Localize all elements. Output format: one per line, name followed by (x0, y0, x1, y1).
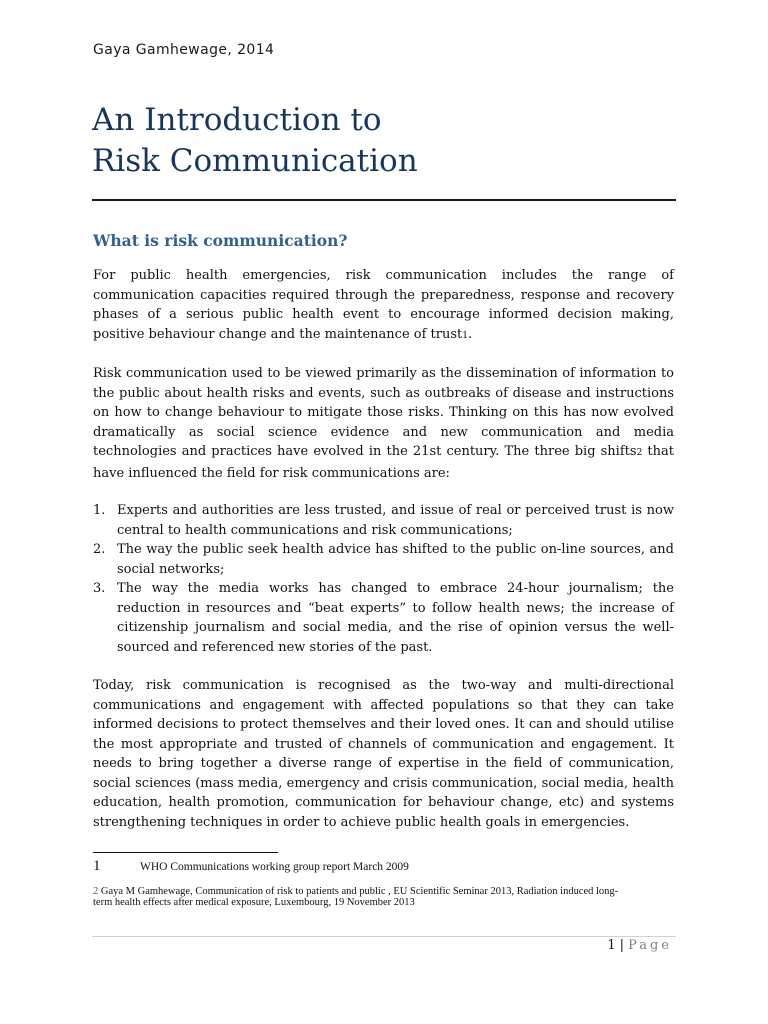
title-line-1: An Introduction to (92, 102, 382, 138)
list-item (93, 501, 674, 540)
page-number: 1 (607, 938, 616, 953)
footnote-1 (93, 858, 673, 875)
page-word: Page (628, 938, 672, 953)
title-line-2: Risk Communication (92, 143, 418, 179)
footnote-1-text: WHO Communications working group report March 2009 (140, 861, 409, 873)
list-item (93, 540, 674, 579)
footnote-1-number: 1 (93, 858, 101, 874)
list-item-text: The way the media works has changed to embrace 24-hour journalism; the reduction in resources and “beat experts” to follow health news; the increase of citizenship journalism and social media, and the rise of opinion versus the well-sourced and referenced new stories of the past. (117, 581, 674, 655)
footnote-2 (93, 886, 633, 908)
footnote-2-text: Gaya M Gamhewage, Communication of risk to patients and public , EU Scientific Seminar 2013, Radiation induced long-term health effects after medical exposure, Luxembourg, 19 November 2013 (93, 886, 619, 908)
list-item-number: 1. (93, 503, 106, 518)
paragraph-1-text: For public health emergencies, risk communication includes the range of communication capacities required through the preparedness, response and recovery phases of a serious public health event to encourage informed decision making, positive behaviour change and the maintenance of trust (93, 268, 674, 342)
paragraph-2 (93, 364, 674, 483)
paragraph-3: Today, risk communication is recognised as the two-way and multi-directional communications and engagement with affected populations so that they can take informed decisions to protect themselves and their loved ones. It can and should utilise the most appropriate and trusted of channels of communication and engagement. It needs to bring together a diverse range of expertise in the field of communication, social sciences (mass media, emergency and crisis communication, social media, health education, health promotion, communication for behaviour change, etc) and systems strengthening techniques in order to achieve public health goals in emergencies. (93, 678, 674, 830)
list-item-text: Experts and authorities are less trusted, and issue of real or perceived trust is now central to health communications and risk communications; (117, 503, 674, 538)
paragraph-2-end: that have influenced the field for risk communications are: (93, 444, 674, 481)
paragraph-2-text: Risk communication used to be viewed primarily as the dissemination of information to the public about health risks and events, such as outbreaks of disease and instructions on how to change behaviour to mitigate those risks. Thinking on this has now evolved dramatically as social science evidence and new communication and media technologies and practices have evolved in the 21st century. The three big shifts (93, 366, 674, 459)
list-item (93, 579, 674, 657)
paragraph-1 (93, 266, 674, 346)
footer-divider (92, 936, 676, 937)
page-separator: | (619, 938, 625, 953)
document-title (92, 100, 692, 182)
footnote-ref-1[interactable]: 1 (462, 330, 468, 341)
title-divider (92, 199, 676, 201)
list-item-text: The way the public seek health advice has shifted to the public on-line sources, and social networks; (117, 542, 674, 577)
footnote-2-number: 2 (93, 886, 99, 897)
paragraph-1-end: . (467, 326, 473, 342)
section-heading: What is risk communication? (93, 231, 348, 250)
author-header: Gaya Gamhewage, 2014 (93, 42, 275, 58)
shifts-list (93, 501, 674, 657)
list-item-number: 2. (93, 542, 106, 557)
footnote-divider (93, 852, 278, 853)
footnote-ref-2[interactable]: 2 (636, 448, 643, 458)
list-item-number: 3. (93, 581, 106, 596)
page-number-footer (607, 938, 672, 953)
